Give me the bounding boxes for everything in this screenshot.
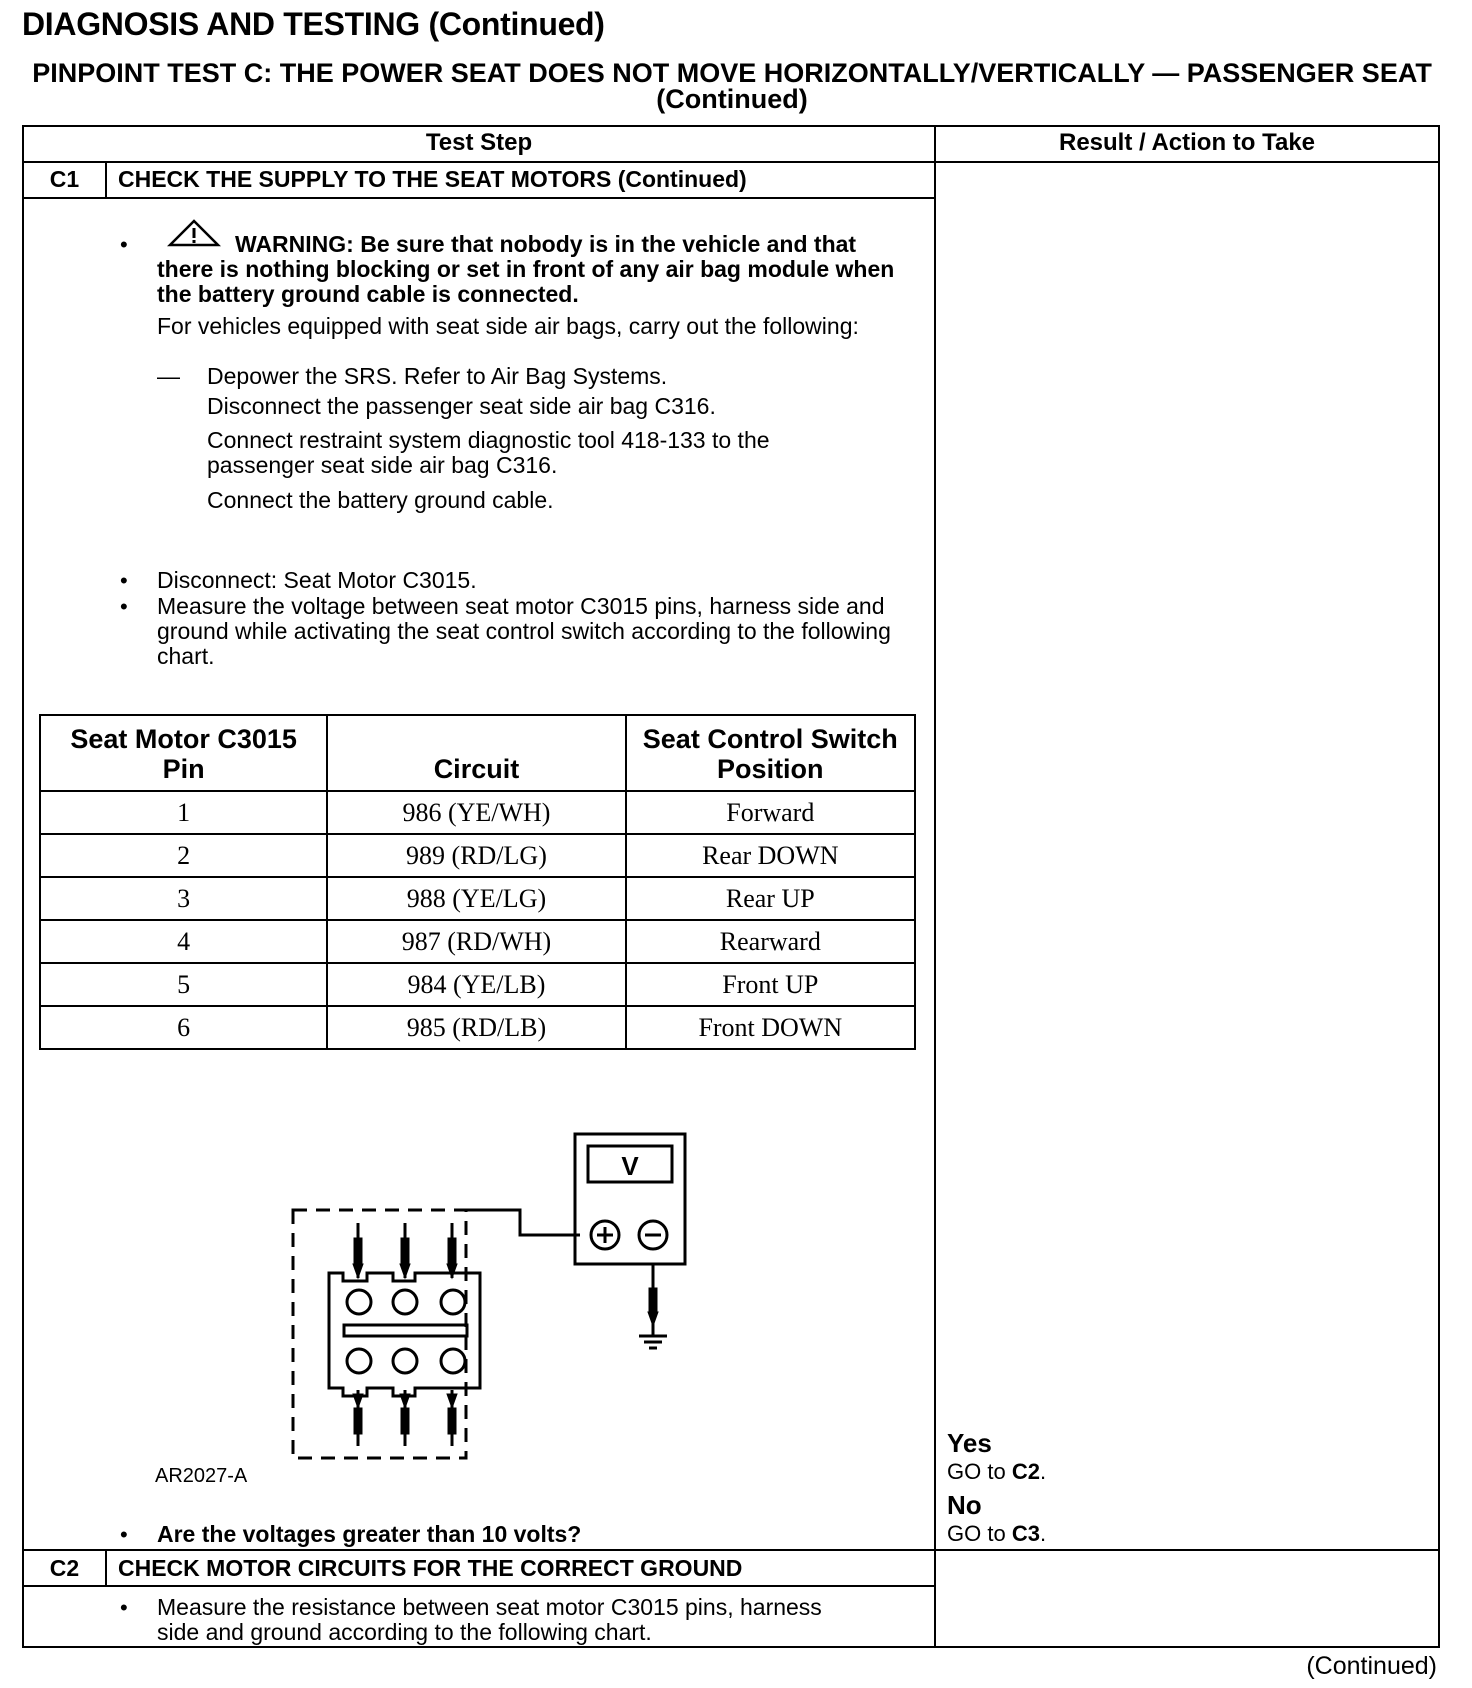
substep-disconnect-c316: Disconnect the passenger seat side air bag C316. [207,393,716,419]
table-row [40,877,915,920]
switch-position-cell: Front DOWN [626,1006,915,1049]
switch-position-cell: Rearward [626,920,915,963]
switch-position-column-header: Seat Control Switch Position [626,715,915,791]
column-header-result: Result / Action to Take [1058,129,1316,156]
table-row [40,963,915,1006]
switch-position-cell: Rear DOWN [626,834,915,877]
figure-id: AR2027-A [155,1465,248,1487]
pin-cell: 6 [40,1006,327,1049]
pin-chart-table [39,714,916,1050]
table-row [40,791,915,834]
result-yes [947,1428,1046,1485]
pin-cell: 4 [40,920,327,963]
voltmeter [575,1134,685,1264]
result-no-label: No [947,1490,982,1520]
connector-body [329,1273,480,1396]
circuit-cell: 986 (YE/WH) [327,791,625,834]
switch-position-cell: Rear UP [626,877,915,920]
pin-cell: 1 [40,791,327,834]
step-title-c2: CHECK MOTOR CIRCUITS FOR THE CORRECT GROUND [118,1555,743,1581]
circuit-cell: 989 (RD/LG) [327,834,625,877]
question-text: Are the voltages greater than 10 volts? [157,1521,582,1547]
result-yes-action: GO to [947,1459,1006,1484]
switch-position-cell: Forward [626,791,915,834]
row-divider-c2 [22,1549,1440,1551]
pin-column-header: Seat Motor C3015 Pin [40,715,327,791]
page-title: DIAGNOSIS AND TESTING (Continued) [22,6,605,42]
ground-icon [639,1264,667,1348]
pin-cell: 5 [40,963,327,1006]
bullet-dot: • [120,594,128,619]
warning-text: WARNING: Be sure that nobody is in the vehicle and that there is nothing blocking or set in front of any air bag module when the battery ground cable is connected. [157,231,895,307]
circuit-cell: 988 (YE/LG) [327,877,625,920]
column-header-test-step: Test Step [425,129,533,156]
result-no [947,1490,1046,1547]
continued-note: (Continued) [1306,1652,1437,1680]
table-row [40,1006,915,1049]
step-title-divider [22,1585,936,1587]
pin-cell: 3 [40,877,327,920]
bullet-measure-resistance: Measure the resistance between seat motor C3015 pins, harness side and ground according to the following chart. [157,1594,822,1645]
step-title-divider [22,197,936,199]
substep-connect-battery: Connect the battery ground cable. [207,487,554,513]
table-row [40,834,915,877]
bullet-disconnect-c3015: Disconnect: Seat Motor C3015. [157,567,477,593]
circuit-cell: 985 (RD/LB) [327,1006,625,1049]
dashed-harness-outline [293,1210,466,1458]
table-row [40,920,915,963]
pin-cell: 2 [40,834,327,877]
step-id-c1: C1 [49,166,80,192]
step-id-c2: C2 [49,1555,80,1581]
pin-chart-header-row [40,715,915,791]
step-id-divider [105,1549,107,1587]
result-no-target: C3 [1011,1521,1040,1546]
circuit-cell: 987 (RD/WH) [327,920,625,963]
bullet-dot: • [120,568,128,593]
pinpoint-test-subtitle: PINPOINT TEST C: THE POWER SEAT DOES NOT MOVE HORIZONTALLY/VERTICALLY — PASSENGER SEAT (Continued) [32,58,1432,114]
result-yes-label: Yes [947,1428,992,1458]
substep-depower: Depower the SRS. Refer to Air Bag Systems. [207,363,668,389]
circuit-cell: 984 (YE/LB) [327,963,625,1006]
header-divider [22,161,1440,163]
positive-lead-wire [466,1210,580,1235]
substep-dash: — [157,363,180,389]
bullet-dot: • [120,232,128,257]
result-no-punct: . [1039,1521,1047,1546]
voltmeter-connector-diagram [280,1128,700,1468]
bullet-dot: • [120,1522,128,1547]
bullet-measure-voltage: Measure the voltage between seat motor C3015 pins, harness side and ground while activating the seat control switch according to the following chart. [157,593,891,669]
result-yes-punct: . [1039,1459,1047,1484]
circuit-column-header: Circuit [327,715,625,791]
step-id-divider [105,161,107,199]
column-divider [934,125,936,1648]
seat-side-airbag-intro: For vehicles equipped with seat side air bags, carry out the following: [157,313,859,339]
result-yes-target: C2 [1011,1459,1040,1484]
step-title-c1: CHECK THE SUPPLY TO THE SEAT MOTORS (Continued) [118,166,747,192]
bullet-dot: • [120,1595,128,1620]
result-no-action: GO to [947,1521,1006,1546]
switch-position-cell: Front UP [626,963,915,1006]
meter-label: V [621,1151,639,1181]
substep-connect-tool: Connect restraint system diagnostic tool 418-133 to the passenger seat side air bag C316. [207,427,770,478]
